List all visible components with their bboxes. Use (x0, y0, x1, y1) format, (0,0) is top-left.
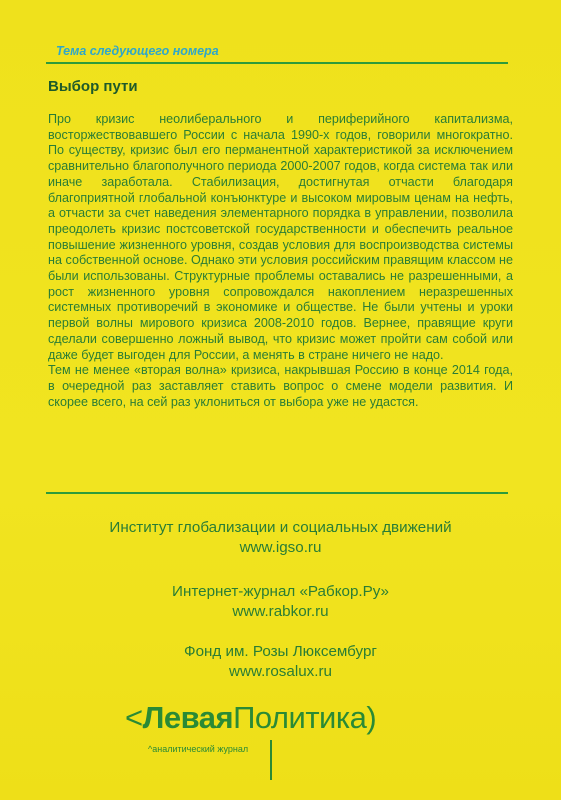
organization-name: Институт глобализации и социальных движений (109, 519, 452, 536)
logo-bar (270, 740, 272, 780)
organization-block (0, 582, 561, 622)
organization-url: www.rabkor.ru (232, 603, 329, 620)
journal-logo (125, 700, 376, 736)
logo-word-bold: Левая (142, 700, 234, 735)
article-body (48, 112, 513, 410)
section-divider (46, 492, 508, 494)
organization-url: www.rosalux.ru (229, 663, 332, 680)
logo-word-regular: Политика) (233, 700, 377, 735)
organization-name: Фонд им. Розы Люксембург (184, 643, 377, 660)
organization-block (0, 518, 561, 558)
article-paragraph: Про кризис неолиберального и периферийного капитализма, восторжествовавшего России с начала 1990-х годов, говорили многократно. По существу, кризис был его перманентной характеристикой за исключением сравнительно благополучного периода 2000-2007 годов, когда система так или иначе заработала. Стабилизация, достигнутая отчасти благодаря благоприятной глобальной конъюнктуре и высоком мировым ценам на нефть, а отчасти за счет наведения элементарного порядка в управлении, позволила преодолеть кризис постсоветской государственности и обеспечить реальное повышение жизненного уровня, создав условия для воспроизводства системы на собственной основе. Однако эти условия российским правящим классом не были использованы. Структурные проблемы оставались не разрешенными, а рост жизненного уровня сопровождался накоплением неразрешенных системных противоречий в экономике и обществе. Не были учтены и уроки первой волны мирового кризиса 2008-2010 годов. Вернее, правящие круги сделали совершенно ложный вывод, что кризис может пройти сам собой или даже будет выгоден для России, а менять в стране ничего не надо. (48, 112, 513, 362)
article-paragraph: Тем не менее «вторая волна» кризиса, накрывшая Россию в конце 2014 года, в очередной раз заставляет ставить вопрос о смене модели развития. И скорее всего, на сей раз уклониться от выбора уже не удастся. (48, 363, 513, 409)
article-title: Выбор пути (48, 78, 138, 95)
organization-name: Интернет-журнал «Рабкор.Ру» (172, 583, 389, 600)
organization-url: www.igso.ru (239, 539, 322, 556)
header-divider (46, 62, 508, 64)
section-label: Тема следующего номера (56, 44, 219, 58)
logo-bracket: < (125, 700, 143, 735)
organization-block (0, 642, 561, 682)
logo-subtitle: ^аналитический журнал (148, 744, 249, 754)
